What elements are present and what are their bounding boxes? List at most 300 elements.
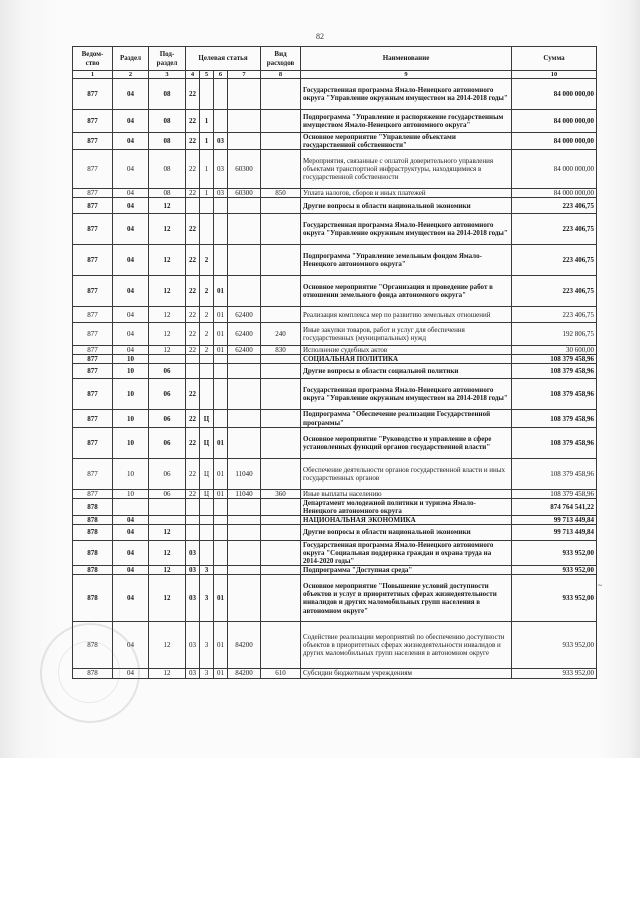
cell-section: 10 xyxy=(113,427,149,458)
cell-sum: 99 713 449,84 xyxy=(512,525,597,541)
cell-sum: 108 379 458,96 xyxy=(512,379,597,410)
cell-expense-type xyxy=(261,79,301,110)
cell-sum: 108 379 458,96 xyxy=(512,410,597,427)
cell-target-c xyxy=(214,110,228,133)
cell-subsection xyxy=(149,498,186,515)
cell-target-b: Ц xyxy=(200,410,214,427)
cell-department: 877 xyxy=(73,364,113,379)
cell-sum: 108 379 458,96 xyxy=(512,458,597,489)
cell-section: 04 xyxy=(113,214,149,245)
cell-target-b xyxy=(200,198,214,214)
cell-sum: 84 000 000,00 xyxy=(512,79,597,110)
cell-target-c: 01 xyxy=(214,307,228,323)
cell-expense-type xyxy=(261,307,301,323)
cell-department: 878 xyxy=(73,498,113,515)
cell-expense-type xyxy=(261,541,301,566)
cell-target-b: 1 xyxy=(200,150,214,189)
cell-expense-type xyxy=(261,525,301,541)
cell-expense-type xyxy=(261,364,301,379)
cell-target-d: 11040 xyxy=(228,458,261,489)
cell-sum: 933 952,00 xyxy=(512,541,597,566)
cell-target-b: 3 xyxy=(200,622,214,669)
cell-target-d: 11040 xyxy=(228,489,261,498)
cell-target-a: 03 xyxy=(186,622,200,669)
cell-subsection: 06 xyxy=(149,458,186,489)
table-row xyxy=(73,198,597,214)
cell-name: СОЦИАЛЬНАЯ ПОЛИТИКА xyxy=(301,355,512,364)
cell-target-b: 2 xyxy=(200,307,214,323)
cell-target-a xyxy=(186,364,200,379)
cell-target-c xyxy=(214,79,228,110)
table-row xyxy=(73,498,597,515)
cell-target-b: 1 xyxy=(200,110,214,133)
cell-target-b xyxy=(200,541,214,566)
cell-target-d: 84200 xyxy=(228,622,261,669)
table-row xyxy=(73,110,597,133)
cell-target-a: 22 xyxy=(186,245,200,276)
cell-subsection: 06 xyxy=(149,364,186,379)
cell-name: Другие вопросы в области национальной экономики xyxy=(301,198,512,214)
cell-name: Другие вопросы в области национальной экономики xyxy=(301,525,512,541)
cell-expense-type xyxy=(261,622,301,669)
cell-subsection: 08 xyxy=(149,150,186,189)
cell-subsection: 12 xyxy=(149,245,186,276)
cell-sum: 84 000 000,00 xyxy=(512,189,597,198)
cell-section: 04 xyxy=(113,133,149,150)
cell-subsection: 06 xyxy=(149,379,186,410)
cell-target-b: 2 xyxy=(200,323,214,346)
column-number: 5 xyxy=(200,71,214,79)
header-subsection: Под-раздел xyxy=(149,47,186,71)
cell-name: Обеспечение деятельности органов государственной власти и иных государственных органов xyxy=(301,458,512,489)
cell-name: Основное мероприятие "Руководство и управление в сфере установленных функций органов государственной власти" xyxy=(301,427,512,458)
cell-target-a: 22 xyxy=(186,323,200,346)
cell-sum: 108 379 458,96 xyxy=(512,355,597,364)
cell-department: 877 xyxy=(73,307,113,323)
table-row xyxy=(73,214,597,245)
cell-department: 877 xyxy=(73,189,113,198)
cell-target-b xyxy=(200,498,214,515)
cell-subsection: 06 xyxy=(149,410,186,427)
cell-name: Департамент молодежной политики и туризма Ямало-Ненецкого автономного округа xyxy=(301,498,512,515)
cell-section: 10 xyxy=(113,458,149,489)
cell-department: 877 xyxy=(73,489,113,498)
cell-name: Государственная программа Ямало-Ненецкого автономного округа "Социальная поддержка граждан и охрана труда на 2014-2020 годы" xyxy=(301,541,512,566)
cell-target-c xyxy=(214,566,228,575)
cell-section: 04 xyxy=(113,669,149,678)
cell-name: Другие вопросы в области социальной политики xyxy=(301,364,512,379)
cell-department: 877 xyxy=(73,355,113,364)
cell-subsection: 08 xyxy=(149,79,186,110)
cell-department: 877 xyxy=(73,110,113,133)
table-row xyxy=(73,410,597,427)
cell-expense-type xyxy=(261,276,301,307)
cell-department: 878 xyxy=(73,541,113,566)
cell-target-d xyxy=(228,379,261,410)
cell-name: Мероприятия, связанные с оплатой доверительного управления объектами транспортной инфраструктуры, находящимися в государственной собственности xyxy=(301,150,512,189)
cell-subsection: 12 xyxy=(149,525,186,541)
cell-section: 04 xyxy=(113,198,149,214)
cell-section: 04 xyxy=(113,79,149,110)
cell-target-b: 1 xyxy=(200,133,214,150)
cell-department: 877 xyxy=(73,133,113,150)
cell-section: 04 xyxy=(113,575,149,622)
cell-target-d xyxy=(228,525,261,541)
cell-target-a: 22 xyxy=(186,214,200,245)
cell-subsection: 12 xyxy=(149,541,186,566)
cell-department: 878 xyxy=(73,525,113,541)
table-row xyxy=(73,489,597,498)
cell-expense-type xyxy=(261,133,301,150)
cell-target-b: 2 xyxy=(200,276,214,307)
cell-subsection: 06 xyxy=(149,489,186,498)
cell-sum: 933 952,00 xyxy=(512,622,597,669)
cell-target-b xyxy=(200,515,214,524)
cell-target-c: 03 xyxy=(214,189,228,198)
cell-subsection: 12 xyxy=(149,622,186,669)
cell-department: 877 xyxy=(73,150,113,189)
cell-target-b xyxy=(200,214,214,245)
cell-target-b: Ц xyxy=(200,427,214,458)
cell-target-a: 03 xyxy=(186,575,200,622)
cell-target-c: 01 xyxy=(214,346,228,355)
cell-section: 04 xyxy=(113,515,149,524)
cell-target-a: 22 xyxy=(186,379,200,410)
cell-target-b xyxy=(200,79,214,110)
cell-department: 877 xyxy=(73,79,113,110)
cell-target-b xyxy=(200,364,214,379)
cell-target-c xyxy=(214,379,228,410)
table-row xyxy=(73,364,597,379)
cell-expense-type: 240 xyxy=(261,323,301,346)
cell-target-d xyxy=(228,427,261,458)
cell-target-c: 01 xyxy=(214,575,228,622)
header-section: Раздел xyxy=(113,47,149,71)
table-row xyxy=(73,307,597,323)
cell-name: Иные выплаты населению xyxy=(301,489,512,498)
cell-section: 10 xyxy=(113,379,149,410)
header-department: Ведом-ство xyxy=(73,47,113,71)
cell-target-d xyxy=(228,245,261,276)
cell-target-a: 22 xyxy=(186,276,200,307)
cell-target-a xyxy=(186,355,200,364)
cell-department: 878 xyxy=(73,575,113,622)
cell-target-a: 22 xyxy=(186,110,200,133)
cell-name: Исполнение судебных актов xyxy=(301,346,512,355)
cell-target-b: 3 xyxy=(200,566,214,575)
cell-target-d: 62400 xyxy=(228,323,261,346)
cell-expense-type xyxy=(261,150,301,189)
table-row xyxy=(73,458,597,489)
cell-department: 878 xyxy=(73,669,113,678)
cell-target-d: 62400 xyxy=(228,307,261,323)
table-row xyxy=(73,515,597,524)
cell-section: 04 xyxy=(113,276,149,307)
cell-section: 04 xyxy=(113,323,149,346)
cell-target-a xyxy=(186,525,200,541)
header-expense-type: Вид расходов xyxy=(261,47,301,71)
cell-sum: 30 600,00 xyxy=(512,346,597,355)
cell-subsection: 06 xyxy=(149,427,186,458)
column-number: 9 xyxy=(301,71,512,79)
cell-subsection: 08 xyxy=(149,189,186,198)
cell-expense-type xyxy=(261,566,301,575)
cell-target-a: 22 xyxy=(186,458,200,489)
cell-section: 10 xyxy=(113,489,149,498)
cell-sum: 99 713 449,84 xyxy=(512,515,597,524)
cell-target-b: 1 xyxy=(200,189,214,198)
column-number: 3 xyxy=(149,71,186,79)
cell-section: 04 xyxy=(113,525,149,541)
cell-department: 877 xyxy=(73,323,113,346)
cell-name: Государственная программа Ямало-Ненецкого автономного округа "Управление окружным имуществом на 2014-2018 годы" xyxy=(301,79,512,110)
cell-expense-type: 360 xyxy=(261,489,301,498)
cell-subsection: 08 xyxy=(149,133,186,150)
cell-sum: 84 000 000,00 xyxy=(512,133,597,150)
cell-target-c: 01 xyxy=(214,427,228,458)
cell-target-d: 60300 xyxy=(228,150,261,189)
cell-target-b: 3 xyxy=(200,669,214,678)
cell-name: Содействие реализации мероприятий по обеспечению доступности объектов в приоритетных сферах жизнедеятельности инвалидов и других маломобильных групп населения в автономном округе xyxy=(301,622,512,669)
cell-target-d xyxy=(228,133,261,150)
cell-subsection xyxy=(149,515,186,524)
cell-expense-type xyxy=(261,410,301,427)
cell-expense-type xyxy=(261,198,301,214)
cell-target-d xyxy=(228,198,261,214)
cell-department: 877 xyxy=(73,346,113,355)
cell-target-d: 62400 xyxy=(228,346,261,355)
cell-target-d xyxy=(228,364,261,379)
cell-target-c xyxy=(214,364,228,379)
cell-target-a: 22 xyxy=(186,150,200,189)
cell-target-c xyxy=(214,525,228,541)
cell-target-c: 03 xyxy=(214,150,228,189)
cell-subsection: 12 xyxy=(149,346,186,355)
cell-expense-type xyxy=(261,427,301,458)
table-body xyxy=(73,79,597,679)
cell-target-c xyxy=(214,541,228,566)
cell-target-d xyxy=(228,566,261,575)
table-row xyxy=(73,79,597,110)
cell-section: 04 xyxy=(113,189,149,198)
cell-subsection xyxy=(149,355,186,364)
cell-section: 04 xyxy=(113,307,149,323)
cell-name: Подпрограмма "Доступная среда" xyxy=(301,566,512,575)
cell-sum: 933 952,00 xyxy=(512,669,597,678)
cell-target-d xyxy=(228,276,261,307)
table-row xyxy=(73,150,597,189)
cell-department: 877 xyxy=(73,427,113,458)
cell-name: Подпрограмма "Обеспечение реализации Государственной программы" xyxy=(301,410,512,427)
cell-target-c xyxy=(214,198,228,214)
cell-subsection: 12 xyxy=(149,214,186,245)
table-row xyxy=(73,346,597,355)
cell-section: 04 xyxy=(113,346,149,355)
cell-target-d xyxy=(228,110,261,133)
cell-target-a: 22 xyxy=(186,427,200,458)
cell-subsection: 12 xyxy=(149,575,186,622)
cell-target-c xyxy=(214,214,228,245)
header-sum: Сумма xyxy=(512,47,597,71)
cell-expense-type xyxy=(261,110,301,133)
cell-department: 877 xyxy=(73,458,113,489)
column-number: 2 xyxy=(113,71,149,79)
cell-target-a: 22 xyxy=(186,307,200,323)
cell-expense-type xyxy=(261,355,301,364)
table-row xyxy=(73,133,597,150)
cell-target-c xyxy=(214,515,228,524)
cell-sum: 933 952,00 xyxy=(512,575,597,622)
cell-expense-type xyxy=(261,214,301,245)
table-row xyxy=(73,245,597,276)
cell-target-d xyxy=(228,498,261,515)
table-row xyxy=(73,355,597,364)
cell-subsection: 08 xyxy=(149,110,186,133)
cell-department: 877 xyxy=(73,379,113,410)
cell-subsection: 12 xyxy=(149,198,186,214)
cell-sum: 223 406,75 xyxy=(512,307,597,323)
cell-subsection: 12 xyxy=(149,307,186,323)
cell-sum: 223 406,75 xyxy=(512,198,597,214)
cell-section: 10 xyxy=(113,364,149,379)
cell-target-a: 22 xyxy=(186,489,200,498)
cell-target-d: 60300 xyxy=(228,189,261,198)
cell-target-c xyxy=(214,410,228,427)
cell-subsection: 12 xyxy=(149,669,186,678)
cell-target-d: 84200 xyxy=(228,669,261,678)
column-number: 8 xyxy=(261,71,301,79)
table-row xyxy=(73,323,597,346)
cell-target-c: 01 xyxy=(214,276,228,307)
cell-expense-type xyxy=(261,458,301,489)
cell-target-a: 22 xyxy=(186,410,200,427)
column-number: 10 xyxy=(512,71,597,79)
column-number: 6 xyxy=(214,71,228,79)
cell-section: 10 xyxy=(113,355,149,364)
cell-target-d xyxy=(228,541,261,566)
cell-name: Основное мероприятие "Управление объектами государственной собственности" xyxy=(301,133,512,150)
table-row xyxy=(73,189,597,198)
cell-target-a xyxy=(186,498,200,515)
column-number: 1 xyxy=(73,71,113,79)
cell-department: 877 xyxy=(73,245,113,276)
cell-section: 04 xyxy=(113,150,149,189)
cell-expense-type xyxy=(261,515,301,524)
cell-section xyxy=(113,498,149,515)
cell-sum: 108 379 458,96 xyxy=(512,364,597,379)
cell-department: 877 xyxy=(73,198,113,214)
cell-target-d xyxy=(228,214,261,245)
cell-sum: 84 000 000,00 xyxy=(512,150,597,189)
cell-target-a xyxy=(186,198,200,214)
cell-sum: 223 406,75 xyxy=(512,245,597,276)
table-row xyxy=(73,575,597,622)
cell-target-d xyxy=(228,410,261,427)
cell-section: 04 xyxy=(113,245,149,276)
column-number: 4 xyxy=(186,71,200,79)
cell-name: Уплата налогов, сборов и иных платежей xyxy=(301,189,512,198)
cell-department: 877 xyxy=(73,276,113,307)
cell-department: 878 xyxy=(73,622,113,669)
cell-sum: 874 764 541,22 xyxy=(512,498,597,515)
page-number: 82 xyxy=(316,32,324,41)
cell-name: Иные закупки товаров, работ и услуг для обеспечения государственных (муниципальных) нужд xyxy=(301,323,512,346)
cell-target-a: 03 xyxy=(186,669,200,678)
table-row xyxy=(73,622,597,669)
cell-department: 878 xyxy=(73,566,113,575)
cell-target-b: 2 xyxy=(200,245,214,276)
cell-name: Субсидии бюджетным учреждениям xyxy=(301,669,512,678)
cell-subsection: 12 xyxy=(149,323,186,346)
cell-expense-type: 830 xyxy=(261,346,301,355)
cell-section: 04 xyxy=(113,622,149,669)
faded-stamp xyxy=(40,623,140,723)
cell-sum: 933 952,00 xyxy=(512,566,597,575)
cell-name: Основное мероприятие "Повышение условий доступности объектов и услуг в приоритетных сферах жизнедеятельности инвалидов и других маломобильных групп населения в автономном округе" xyxy=(301,575,512,622)
cell-department: 878 xyxy=(73,515,113,524)
table-header-row xyxy=(73,47,597,71)
cell-name: Государственная программа Ямало-Ненецкого автономного округа "Управление окружным имуществом на 2014-2018 годы" xyxy=(301,214,512,245)
budget-table xyxy=(72,46,597,679)
cell-section: 04 xyxy=(113,541,149,566)
cell-expense-type xyxy=(261,245,301,276)
cell-target-a: 22 xyxy=(186,346,200,355)
header-name: Наименование xyxy=(301,47,512,71)
cell-subsection: 12 xyxy=(149,276,186,307)
cell-target-d xyxy=(228,355,261,364)
cell-expense-type xyxy=(261,575,301,622)
header-target-article: Целевая статья xyxy=(186,47,261,71)
cell-target-b: 3 xyxy=(200,575,214,622)
table-row xyxy=(73,669,597,678)
cell-target-b xyxy=(200,525,214,541)
cell-target-c: 01 xyxy=(214,323,228,346)
cell-department: 877 xyxy=(73,410,113,427)
cell-sum: 108 379 458,96 xyxy=(512,489,597,498)
table-row xyxy=(73,379,597,410)
cell-target-a: 03 xyxy=(186,566,200,575)
cell-target-b: Ц xyxy=(200,489,214,498)
cell-expense-type xyxy=(261,379,301,410)
cell-subsection: 12 xyxy=(149,566,186,575)
cell-target-a: 22 xyxy=(186,133,200,150)
cell-target-b xyxy=(200,379,214,410)
column-number: 7 xyxy=(228,71,261,79)
cell-name: Основное мероприятие "Организация и проведение работ в отношении земельного фонда автономного округа" xyxy=(301,276,512,307)
cell-target-a xyxy=(186,515,200,524)
cell-sum: 84 000 000,00 xyxy=(512,110,597,133)
table-row xyxy=(73,276,597,307)
table-row xyxy=(73,566,597,575)
cell-sum: 192 806,75 xyxy=(512,323,597,346)
cell-target-a: 03 xyxy=(186,541,200,566)
cell-target-c: 03 xyxy=(214,133,228,150)
column-number-row xyxy=(73,71,597,79)
cell-section: 04 xyxy=(113,110,149,133)
cell-target-a: 22 xyxy=(186,189,200,198)
cell-target-d xyxy=(228,79,261,110)
cell-target-b xyxy=(200,355,214,364)
cell-name: Подпрограмма "Управление и распоряжение государственным имуществом Ямало-Ненецкого автономного округа" xyxy=(301,110,512,133)
cell-name: Государственная программа Ямало-Ненецкого автономного округа "Управление окружным имуществом на 2014-2018 годы" xyxy=(301,379,512,410)
cell-target-c: 01 xyxy=(214,669,228,678)
cell-target-a: 22 xyxy=(186,79,200,110)
cell-target-c xyxy=(214,498,228,515)
cell-target-b: 2 xyxy=(200,346,214,355)
cell-section: 10 xyxy=(113,410,149,427)
cell-target-c xyxy=(214,245,228,276)
cell-section: 04 xyxy=(113,566,149,575)
